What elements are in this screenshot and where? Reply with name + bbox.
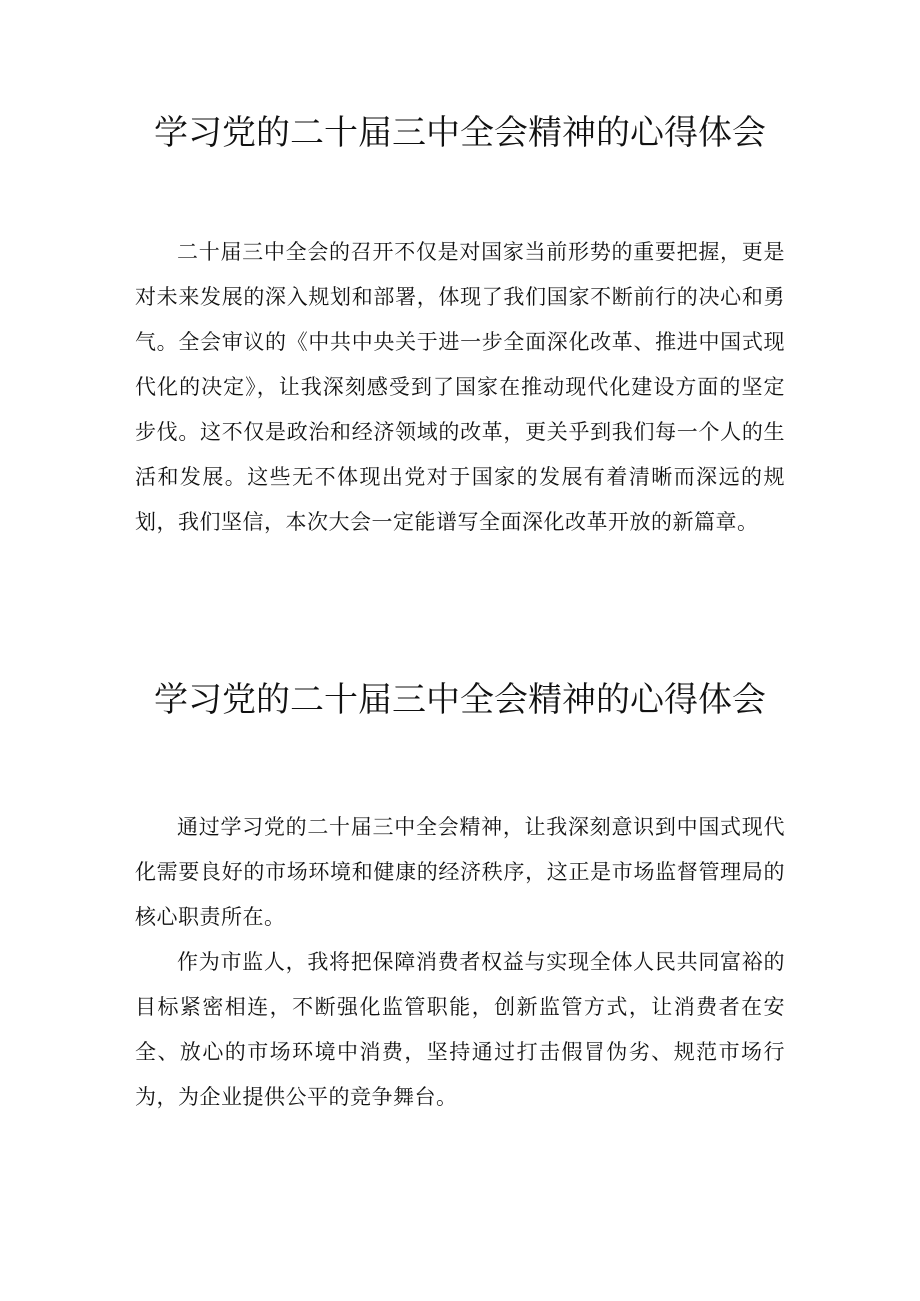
section-1-paragraph-1: 二十届三中全会的召开不仅是对国家当前形势的重要把握，更是对未来发展的深入规划和部署，体现了我们国家不断前行的决心和勇气。全会审议的《中共中央关于进一步全面深化改革、推进中国式现代化的决定》，让我深刻感受到了国家在推动现代化建设方面的坚定步伐。这不仅是政治和经济领域的改革，更关乎到我们每一个人的生活和发展。这些无不体现出党对于国家的发展有着清晰而深远的规划，我们坚信，本次大会一定能谱写全面深化改革开放的新篇章。 (135, 240, 785, 534)
section-2-paragraph-1: 通过学习党的二十届三中全会精神，让我深刻意识到中国式现代化需要良好的市场环境和健康的经济秩序，这正是市场监督管理局的核心职责所在。 (135, 815, 785, 929)
section-2-title: 学习党的二十届三中全会精神的心得体会 (154, 680, 766, 720)
section-1-body (135, 230, 785, 545)
section-1-title: 学习党的二十届三中全会精神的心得体会 (154, 113, 766, 153)
section-2-body (135, 805, 785, 1120)
section-2-paragraph-2: 作为市监人，我将把保障消费者权益与实现全体人民共同富裕的目标紧密相连，不断强化监管职能，创新监管方式，让消费者在安全、放心的市场环境中消费，坚持通过打击假冒伪劣、规范市场行为，为企业提供公平的竞争舞台。 (135, 950, 785, 1109)
